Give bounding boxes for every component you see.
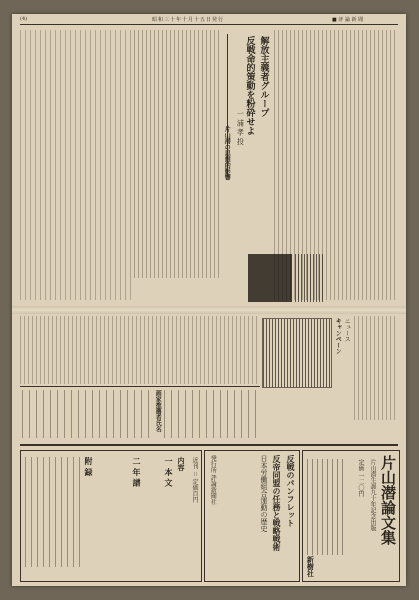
ad-toc-item-2: 二 年 譜 [132, 457, 142, 487]
lower-text-block-left [20, 316, 260, 384]
article-title-2: 反戦命的策動を粉砕せよ [244, 36, 255, 135]
section-label: キャンペーン [334, 318, 342, 354]
ad-colophon: 発行所 評論新聞社 [209, 455, 217, 505]
list-rule-top [20, 386, 260, 387]
ad-mid-title: 反戦のパンフレット [286, 455, 296, 527]
ad-toc [20, 450, 202, 582]
header-right: ■ 評 論 新 聞 [332, 17, 364, 23]
ad-main-publisher: 新樹社 [306, 556, 316, 577]
list-title: 画家推薦者氏名 [154, 390, 162, 432]
ad-main [302, 450, 400, 582]
newspaper-page [12, 14, 406, 586]
ad-main-body [307, 459, 345, 555]
ad-toc-item-1: 一 本 文 [164, 457, 174, 487]
lower-text-block-right [354, 316, 398, 420]
ad-toc-title: 内容 [177, 457, 186, 471]
ad-mid-line-2: 日本労働組合運動の歴史 [260, 455, 268, 532]
ad-mid [204, 450, 300, 582]
column-head: 片山潜の思想的影響 [223, 126, 231, 180]
upper-body-mid [134, 30, 222, 278]
ads-rule [20, 444, 398, 446]
ad-toc-body [25, 457, 81, 567]
section-label-sub: ニュース [343, 318, 351, 342]
upper-body-left [20, 30, 132, 300]
ad-main-price: 定価 一二〇円 [357, 459, 364, 497]
photo-caption-block [295, 254, 325, 302]
ad-bottom-price: 近刊 ＝ 定価百円 [191, 457, 198, 503]
news-box [262, 318, 332, 388]
article-byline: 一 浦 孝 投 [236, 110, 245, 145]
name-list-right [164, 390, 260, 438]
ad-mid-line-1: 反帝同盟の任務と戦略戦術 [272, 455, 282, 551]
upper-body-right [274, 30, 398, 300]
news-photo [248, 254, 292, 302]
page-fold [12, 306, 406, 314]
ad-main-sub: 片山潜生誕九十年記念出版 [369, 459, 376, 531]
name-list-left [22, 390, 150, 438]
header-left: (4) [20, 16, 28, 22]
header-rule [20, 24, 398, 25]
header-center: 昭和三十年十月十五日発行 [152, 17, 225, 23]
article-title-1: 解放主義者グループ [258, 36, 269, 117]
ad-main-title: 片山潜論文集 [379, 455, 397, 545]
ad-toc-item-3: 附 録 [84, 457, 94, 476]
